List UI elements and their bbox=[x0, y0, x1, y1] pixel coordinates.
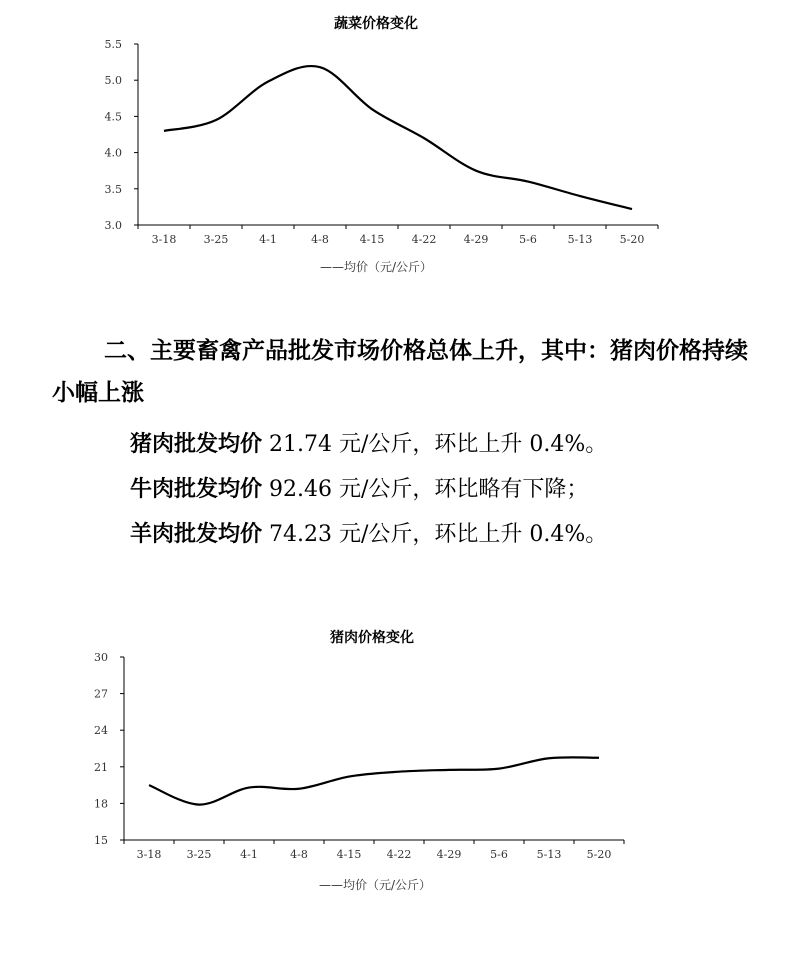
x-tick-label: 4-8 bbox=[311, 233, 329, 246]
mutton-label: 羊肉批发均价 bbox=[130, 522, 263, 547]
series-line bbox=[149, 757, 599, 804]
y-tick-label: 5.5 bbox=[104, 38, 122, 51]
chart-title: 猪肉价格变化 bbox=[330, 630, 414, 646]
x-tick-label: 5-6 bbox=[519, 233, 537, 246]
x-tick-label: 3-18 bbox=[151, 233, 177, 246]
x-tick-label: 5-6 bbox=[490, 848, 508, 861]
beef-label: 牛肉批发均价 bbox=[130, 477, 263, 502]
chart-legend: ——均价（元/公斤） bbox=[318, 878, 432, 892]
series-line bbox=[164, 66, 632, 209]
y-tick-label: 4.0 bbox=[104, 146, 122, 160]
y-tick-label: 27 bbox=[94, 687, 108, 701]
x-tick-label: 4-29 bbox=[463, 233, 489, 246]
chart-title: 蔬菜价格变化 bbox=[334, 16, 418, 32]
vegetable-price-svg bbox=[0, 0, 798, 290]
x-tick-label: 5-13 bbox=[536, 848, 562, 861]
y-tick-label: 5.0 bbox=[104, 74, 122, 88]
y-tick-label: 18 bbox=[94, 797, 108, 811]
pork-price-paragraph bbox=[130, 427, 770, 458]
section-heading: 二、主要畜禽产品批发市场价格总体上升，其中：猪肉价格持续小幅上涨 bbox=[52, 338, 748, 406]
chart-legend: ——均价（元/公斤） bbox=[319, 260, 433, 274]
plot-area bbox=[94, 651, 624, 861]
x-tick-label: 4-1 bbox=[259, 233, 277, 246]
plot-area bbox=[105, 38, 659, 246]
x-tick-label: 3-25 bbox=[186, 848, 212, 861]
x-tick-label: 4-15 bbox=[359, 233, 385, 246]
beef-text: 92.46 元/公斤，环比略有下降； bbox=[262, 477, 589, 502]
pork-price-svg bbox=[0, 615, 798, 905]
x-tick-label: 3-18 bbox=[136, 848, 162, 861]
y-tick-label: 3.0 bbox=[104, 219, 122, 232]
y-tick-label: 3.5 bbox=[104, 182, 122, 196]
mutton-text: 74.23 元/公斤，环比上升 0.4%。 bbox=[262, 522, 608, 547]
x-tick-label: 4-22 bbox=[411, 233, 437, 246]
x-tick-label: 4-22 bbox=[386, 848, 412, 861]
y-tick-label: 30 bbox=[94, 651, 108, 664]
pork-text: 21.74 元/公斤，环比上升 0.4%。 bbox=[262, 432, 608, 457]
x-tick-label: 4-29 bbox=[436, 848, 462, 861]
x-tick-label: 4-8 bbox=[290, 848, 308, 861]
x-tick-label: 5-13 bbox=[567, 233, 593, 246]
pork-label: 猪肉批发均价 bbox=[130, 432, 263, 457]
y-tick-label: 24 bbox=[94, 724, 108, 738]
y-tick-label: 21 bbox=[94, 760, 108, 774]
x-tick-label: 4-1 bbox=[240, 848, 258, 861]
y-tick-label: 4.5 bbox=[104, 110, 122, 124]
y-tick-label: 15 bbox=[94, 834, 108, 847]
x-tick-label: 5-20 bbox=[619, 233, 645, 246]
beef-price-paragraph bbox=[130, 472, 770, 503]
vegetable-price-chart bbox=[0, 0, 798, 290]
x-tick-label: 3-25 bbox=[203, 233, 229, 246]
x-tick-label: 4-15 bbox=[336, 848, 362, 861]
x-tick-label: 5-20 bbox=[586, 848, 612, 861]
mutton-price-paragraph bbox=[130, 517, 770, 548]
pork-price-chart bbox=[0, 615, 798, 905]
